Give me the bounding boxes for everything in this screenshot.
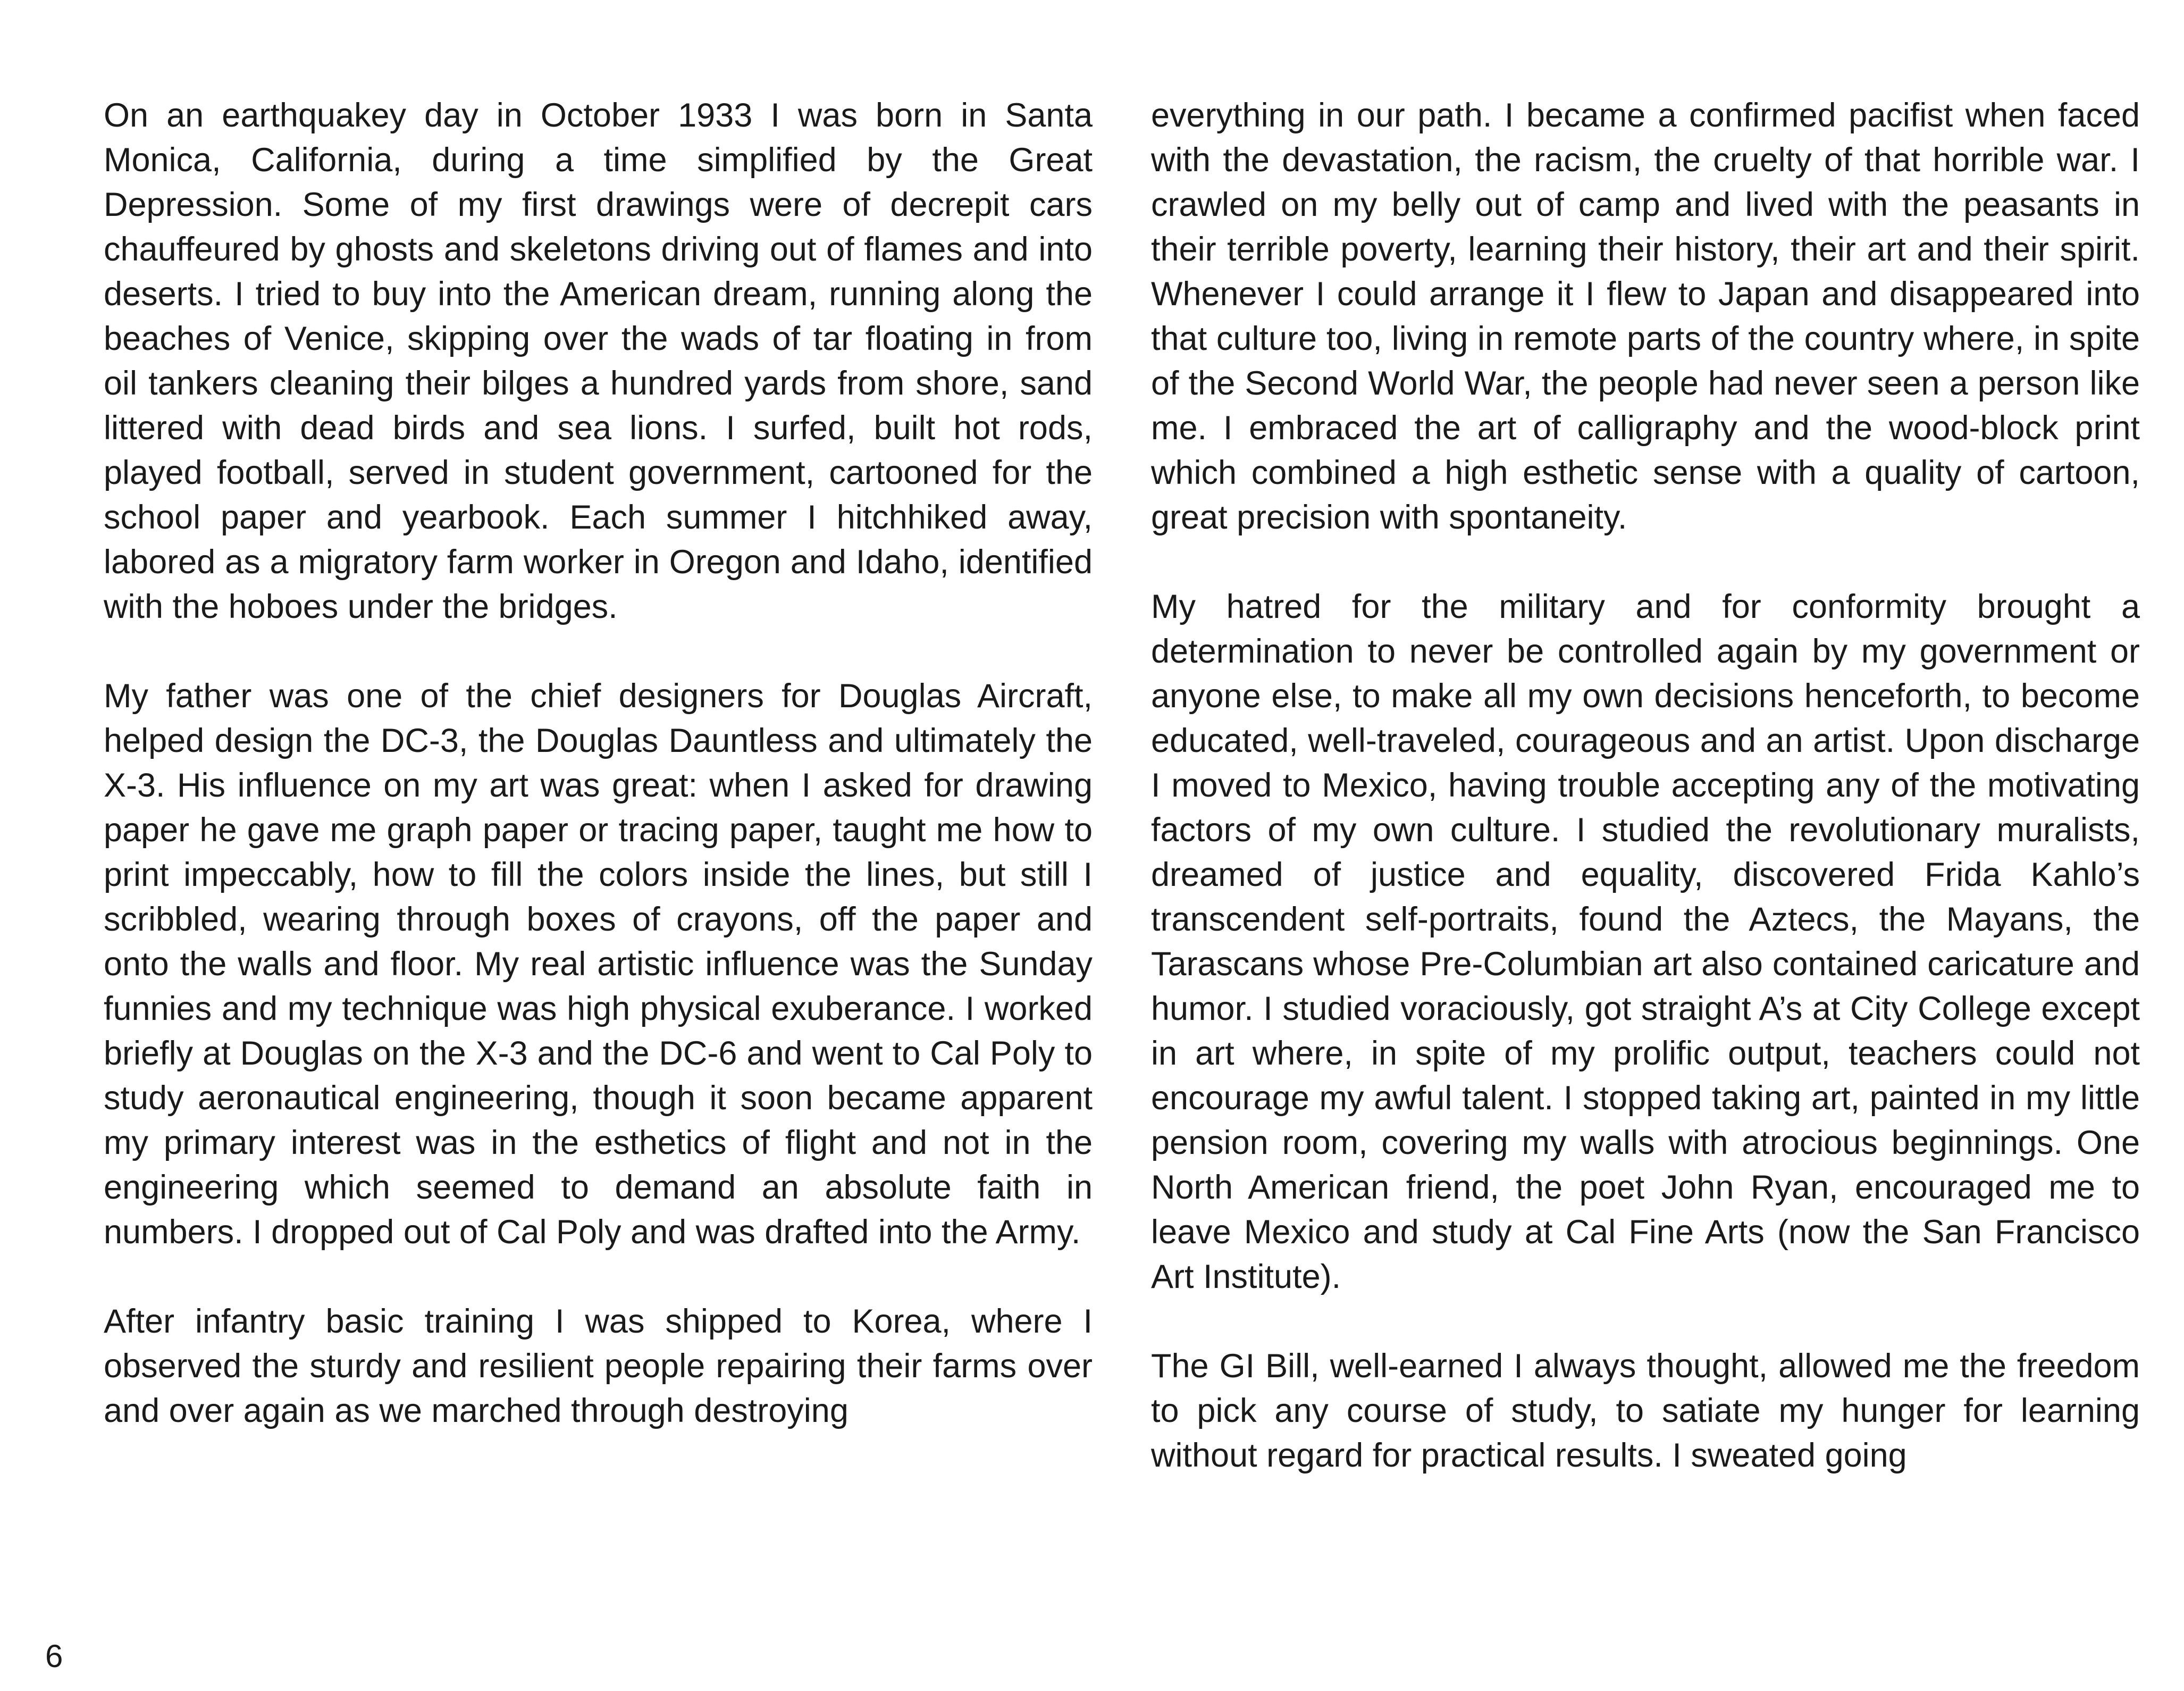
page-number: 6 — [45, 1638, 63, 1674]
paragraph-korea-start: After infantry basic training I was shipped to Korea, where I observed the sturdy and resilient people repairing their farms over and over again as we marched through destroying — [104, 1303, 1093, 1429]
paragraph-mexico: My hatred for the military and for conformity brought a determination to never be controlled again by my government or anyone else, to make all my own decisions henceforth, to become educated, well-traveled, courageous and an artist. Upon discharge I moved to Mexico, having trouble accepting any of the motivating factors of my own culture. I studied the revolutionary muralists, dreamed of justice and equality, discovered Frida Kahlo’s transcendent self-portraits, found the Aztecs, the Mayans, the Tarascans whose Pre-Columbian art also contained caricature and humor. I studied voraciously, got straight A’s at City College except in art where, in spite of my prolific output, teachers could not encourage my awful talent. I stopped taking art, painted in my little pension room, covering my walls with atrocious beginnings. One North American friend, the poet John Ryan, encouraged me to leave Mexico and study at Cal Fine Arts (now the San Francisco Art Institute). — [1151, 588, 2140, 1295]
right-text-column — [1151, 93, 2140, 1478]
paragraph-father-influence: My father was one of the chief designers for Douglas Aircraft, helped design the DC-3, the Douglas Dauntless and ultimately the X-3. His influence on my art was great: when I asked for drawing paper he gave me graph paper or tracing paper, taught me how to print impeccably, how to fill the colors inside the lines, but still I scribbled, wearing through boxes of crayons, off the paper and onto the walls and floor. My real artistic influence was the Sunday funnies and my technique was high physical exuberance. I worked briefly at Douglas on the X-3 and the DC-6 and went to Cal Poly to study aeronautical engineering, though it soon became apparent my primary interest was in the esthetics of flight and not in the engineering which seemed to demand an absolute faith in numbers. I dropped out of Cal Poly and was drafted into the Army. — [104, 677, 1093, 1251]
paragraph-gi-bill: The GI Bill, well-earned I always thought, allowed me the freedom to pick any course of study, to satiate my hunger for learning without regard for practical results. I sweated going — [1151, 1347, 2140, 1474]
paragraph-birth-childhood: On an earthquakey day in October 1933 I was born in Santa Monica, California, during a time simplified by the Great Depression. Some of my first drawings were of decrepit cars chauffeured by ghosts and skeletons driving out of flames and into deserts. I tried to buy into the American dream, running along the beaches of Venice, skipping over the wads of tar floating in from oil tankers cleaning their bilges a hundred yards from shore, sand littered with dead birds and sea lions. I surfed, built hot rods, played football, served in student government, cartooned for the school paper and yearbook. Each summer I hitchhiked away, labored as a migratory farm worker in Oregon and Idaho, identified with the hoboes under the bridges. — [104, 97, 1093, 625]
paragraph-korea-japan: everything in our path. I became a confirmed pacifist when faced with the devastation, the racism, the cruelty of that horrible war. I crawled on my belly out of camp and lived with the peasants in their terrible poverty, learning their history, their art and their spirit. Whenever I could arrange it I flew to Japan and disappeared into that culture too, living in remote parts of the country where, in spite of the Second World War, the people had never seen a person like me. I embraced the art of calligraphy and the wood-block print which combined a high esthetic sense with a quality of cartoon, great precision with spontaneity. — [1151, 97, 2140, 536]
left-text-column — [104, 93, 1093, 1433]
